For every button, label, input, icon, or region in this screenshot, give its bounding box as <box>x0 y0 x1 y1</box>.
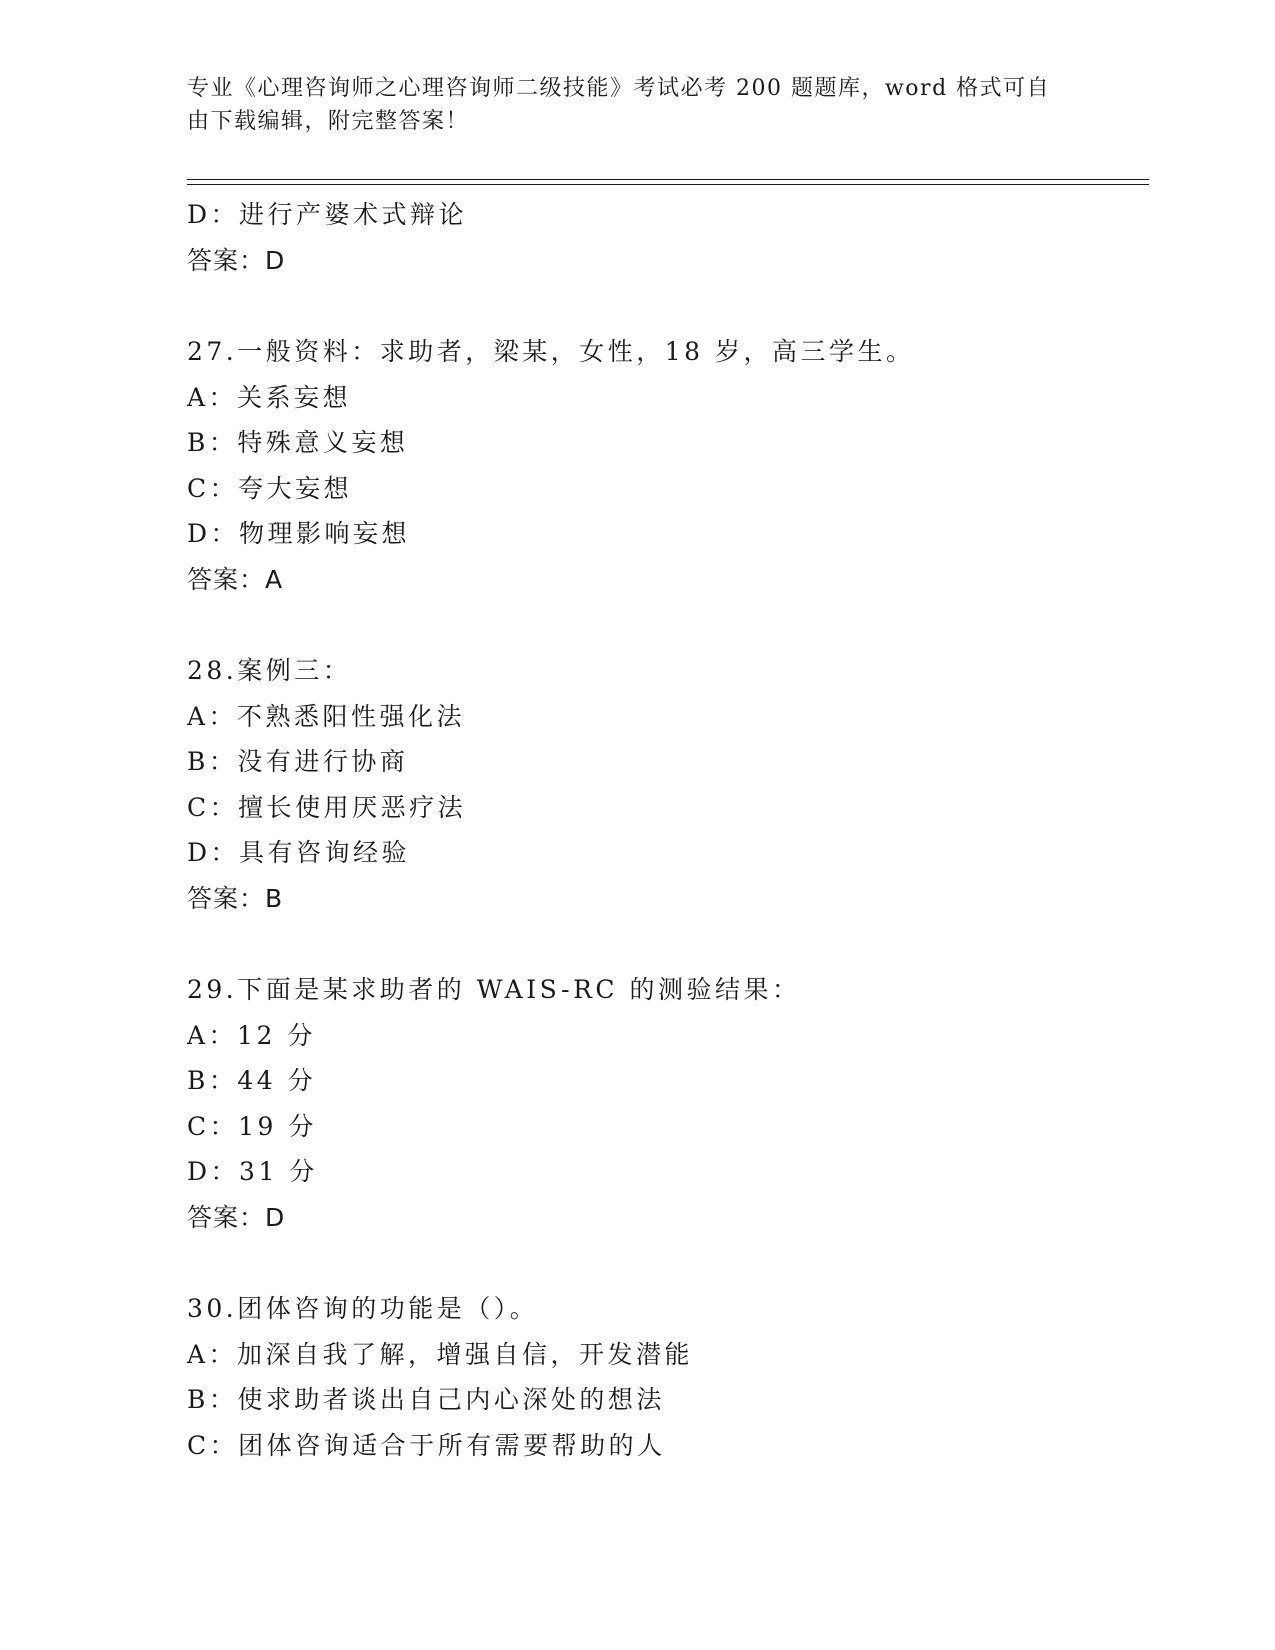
header-line-1: 专业《心理咨询师之心理咨询师二级技能》考试必考 200 题题库，word 格式可自 <box>187 76 1051 101</box>
option-a: A：关系妄想 <box>187 382 352 412</box>
answer-line: 答案：A <box>187 564 284 594</box>
option-b: B：没有进行协商 <box>187 747 409 776</box>
answer-line: 答案：D <box>187 1202 286 1232</box>
header-rule-bottom <box>187 184 1149 185</box>
option-b: B：特殊意义妄想 <box>187 428 409 457</box>
option-d: D：物理影响妄想 <box>187 519 411 548</box>
question-list <box>187 192 1147 1468</box>
option-a: A：加深自我了解，增强自信，开发潜能 <box>187 1339 694 1369</box>
option-d: D：进行产婆术式辩论 <box>187 200 468 229</box>
document-header <box>187 72 1087 138</box>
question-stem: 27.一般资料：求助者，梁某，女性，18 岁，高三学生。 <box>187 337 915 366</box>
question-block-30 <box>187 1286 1147 1468</box>
question-block-29 <box>187 967 1147 1240</box>
question-stem: 29.下面是某求助者的 WAIS-RC 的测验结果： <box>187 975 801 1004</box>
question-block-28 <box>187 648 1147 921</box>
question-stem: 28.案例三： <box>187 656 352 685</box>
question-block-27 <box>187 329 1147 602</box>
option-c: C：团体咨询适合于所有需要帮助的人 <box>187 1430 666 1460</box>
header-line-2: 由下载编辑，附完整答案！ <box>187 109 470 134</box>
option-c: C：夸大妄想 <box>187 473 353 503</box>
option-b: B：使求助者谈出自己内心深处的想法 <box>187 1385 665 1414</box>
question-stem: 30.团体咨询的功能是（）。 <box>187 1294 539 1323</box>
header-rule-top <box>187 179 1149 180</box>
option-b: B：44 分 <box>187 1066 317 1095</box>
option-a: A：12 分 <box>187 1020 316 1050</box>
option-d: D：具有咨询经验 <box>187 838 411 867</box>
option-d: D：31 分 <box>187 1157 318 1186</box>
option-c: C：19 分 <box>187 1111 317 1141</box>
option-a: A：不熟悉阳性强化法 <box>187 701 466 731</box>
option-c: C：擅长使用厌恶疗法 <box>187 792 467 822</box>
answer-line: 答案：B <box>187 883 284 913</box>
answer-line: 答案：D <box>187 245 286 275</box>
